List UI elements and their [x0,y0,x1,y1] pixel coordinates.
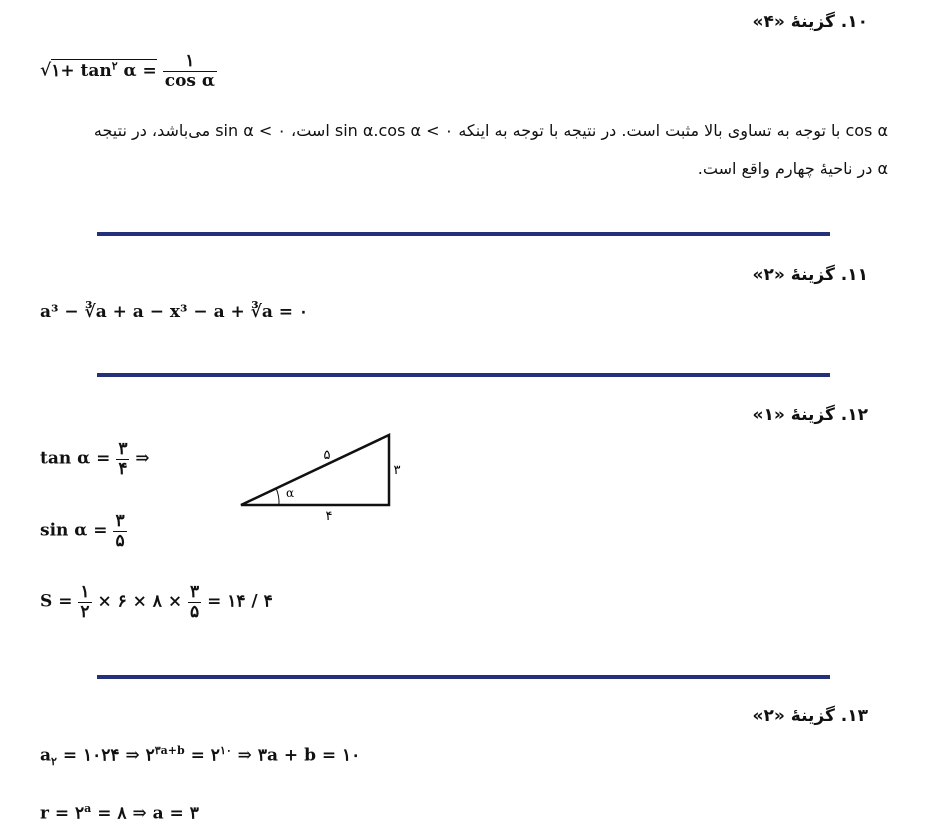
q13-heading: ۱۳. گزینهٔ «۲» [752,706,868,726]
sqrt-body: ۱+ $\tan^۲ \alpha$ = [51,59,157,81]
q13-line2: $r = ۲^a$ = ۸ ⇒ a = ۳ [40,802,199,824]
q10-equation [40,52,217,90]
triangle-diagram [235,428,410,523]
q12-heading: ۱۲. گزینهٔ «۱» [752,405,868,425]
divider-3 [97,675,830,679]
q10-heading: ۱۰. گزینهٔ «۴» [752,12,868,32]
q10-fraction: $\frac{۱}{\text{cos α}}$ [164,51,215,91]
base-label: ۴ [325,509,333,523]
q11-heading: ۱۱. گزینهٔ «۲» [752,265,868,285]
angle-label: α [285,486,295,500]
q12-sin-equation: sin α = $\frac{۳}{۵}$ [40,511,125,551]
divider-1 [97,232,830,236]
q11-equation: a³ − ∛a + a − x³ − a + ∛a = ۰ [40,302,309,322]
sqrt-sign: √ [40,60,52,81]
angle-arc [276,488,279,505]
q10-paragraph-line1: cos α با توجه به تساوی بالا مثبت است. در نتیجه با توجه به اینکه sin α.cos α < ۰ است، sin α < ۰ می‌باشد، در نتیجه [93,121,888,140]
hypotenuse-label: ۵ [323,448,331,463]
q12-tan-equation: tan α = $\frac{۳}{۴}$ ⇒ [40,439,150,479]
vertical-side-label: ۳ [393,463,401,478]
triangle-shape [241,435,389,505]
q13-line1: $a_۲$ = ۱۰۲۴ ⇒ $۲^{۳a+b}$ = $۲^{۱۰}$ ⇒ ۳a + b = ۱۰ [40,744,361,769]
divider-2 [97,373,830,377]
q10-paragraph-line2: α در ناحیهٔ چهارم واقع است. [697,159,888,178]
q12-area-equation: S = $\frac{۱}{۲}$ × ۶ × ۸ × $\frac{۳}{۵}$ = ۱۴ / ۴ [40,582,273,622]
